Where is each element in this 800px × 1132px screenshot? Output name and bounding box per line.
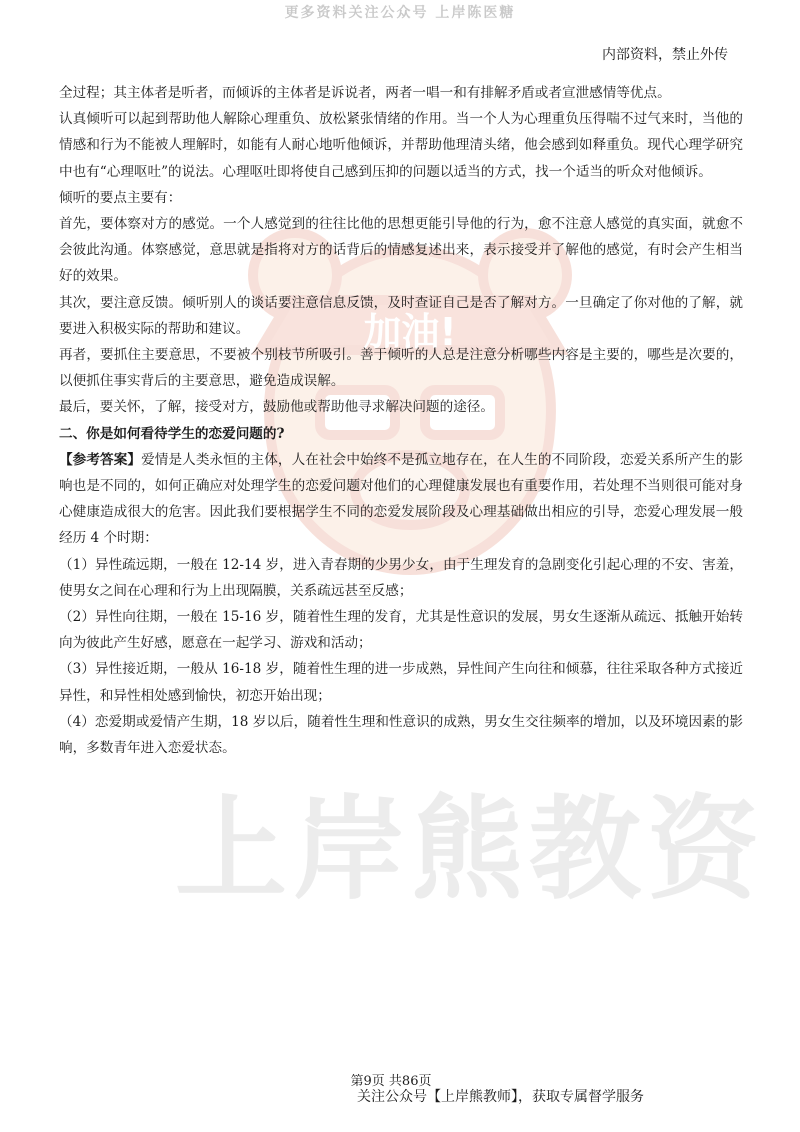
answer-paragraph	[59, 447, 743, 552]
stage-item: （4）恋爱期或爱情产生期，18 岁以后，随着性生理和性意识的成熟，男女生交往频率的增加，以及环境因素的影响，多数青年进入恋爱状态。	[59, 713, 743, 757]
stage-item: （1）异性疏远期，一般在 12-14 岁，进入青春期的少男少女，由于生理发育的急剧变化引起心理的不安、害羞，使男女之间在心理和行为上出现隔膜，关系疏远甚至反感；	[59, 556, 743, 599]
question-title: 二、你是如何看待学生的恋爱问题的?	[59, 425, 285, 442]
answer-label: 【参考答案】	[59, 451, 142, 468]
confidential-label: 内部资料，禁止外传	[602, 47, 728, 63]
paragraph: 全过程；其主体者是听者，而倾诉的主体者是诉说者，两者一唱一和有排解矛盾或者宣泄感情等优点。	[59, 85, 671, 101]
stage-item: （3）异性接近期，一般从 16-18 岁，随着性生理的进一步成熟，异性间产生向往和倾慕，往往采取各种方式接近异性，和异性相处感到愉快，初恋开始出现；	[59, 661, 743, 704]
top-banner: 更多资料关注公众号 上岸陈医糖	[284, 5, 516, 21]
paragraph: 其次，要注意反馈。倾听别人的谈话要注意信息反馈，及时查证自己是否了解对方。一旦确定了你对他的了解，就要进入积极实际的帮助和建议。	[59, 294, 743, 337]
paragraph: 倾听的要点主要有：	[59, 189, 182, 206]
paragraph: 认真倾听可以起到帮助他人解除心理重负、放松紧张情绪的作用。当一个人为心理重负压得喘不过气来时，当他的情感和行为不能被人理解时，如能有人耐心地听他倾诉，并帮助他理清头绪，他会感到如释重负。现代心理学研究中也有“心理呕吐”的说法。心理呕吐即将使自己感到压抑的问题以适当的方式，找一个适当的听众对他倾诉。	[59, 111, 743, 180]
stage-item: （2）异性向往期，一般在 15-16 岁，随着性生理的发育，尤其是性意识的发展，男女生逐渐从疏远、抵触开始转向为彼此产生好感，愿意在一起学习、游戏和活动；	[59, 609, 743, 652]
page-number: 第9页 共86页	[350, 1074, 432, 1089]
footer-promo: 关注公众号【上岸熊教师】，获取专属督学服务	[357, 1089, 644, 1105]
answer-intro: 爱情是人类永恒的主体，人在社会中始终不是孤立地存在，在人生的不同阶段，恋爱关系所产生的影响也是不同的，如何正确应对处理学生的恋爱问题对他们的心理健康发展也有重要作用，若处理不当则很可能对身心健康造成很大的危害。因此我们要根据学生不同的恋爱发展阶段及心理基础做出相应的引导，恋爱心理发展一般经历 4 个时期：	[59, 451, 743, 547]
document-body	[59, 80, 743, 761]
watermark-text: 上岸熊教资	[175, 785, 765, 915]
mascot-banner-text: 加油!	[363, 310, 457, 354]
paragraph: 再者，要抓住主要意思，不要被个别枝节所吸引。善于倾听的人总是注意分析哪些内容是主要的，哪些是次要的，以便抓住事实背后的主要意思，避免造成误解。	[59, 347, 743, 390]
paragraph: 首先，要体察对方的感觉。一个人感觉到的往往比他的思想更能引导他的行为，愈不注意人感觉的真实面，就愈不会彼此沟通。体察感觉，意思就是指将对方的话背后的情感复述出来，表示接受并了解他的感觉，有时会产生相当好的效果。	[59, 216, 743, 285]
paragraph: 最后，要关怀，了解，接受对方，鼓励他或帮助他寻求解决问题的途径。	[59, 399, 494, 416]
